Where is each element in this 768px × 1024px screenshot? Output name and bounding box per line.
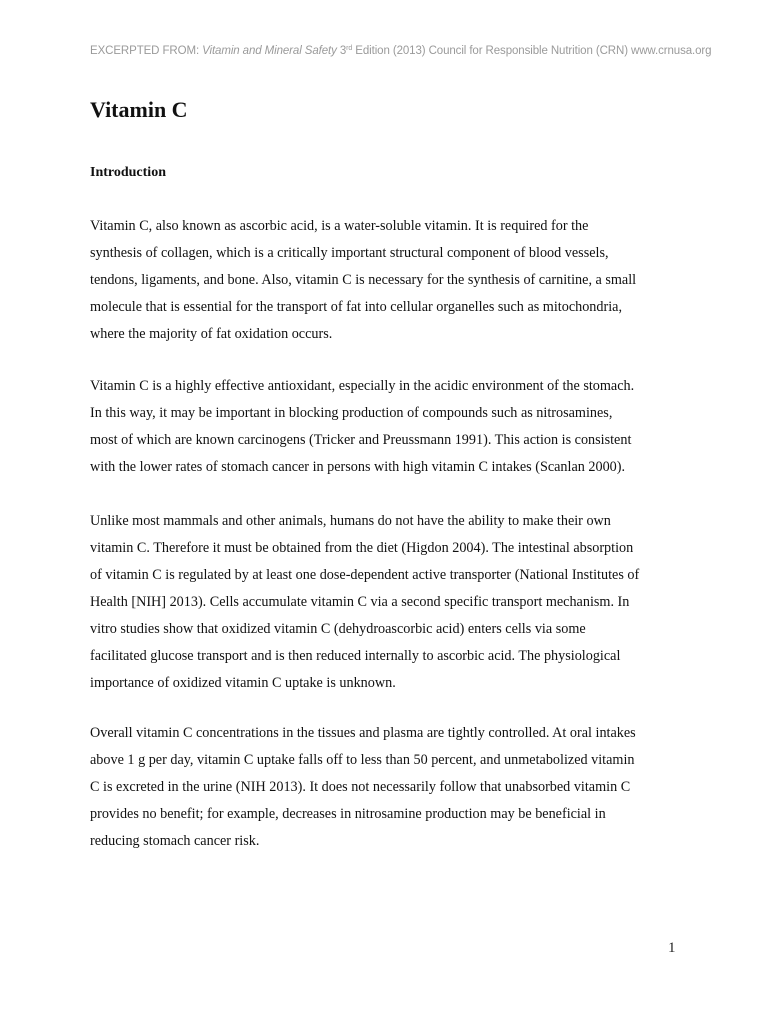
text-line: of vitamin C is regulated by at least one dose-dependent active transporter (National Institutes of — [90, 567, 640, 583]
text-line: vitro studies show that oxidized vitamin C (dehydroascorbic acid) enters cells via some — [90, 621, 586, 637]
text-line: Vitamin C, also known as ascorbic acid, is a water-soluble vitamin. It is required for the — [90, 218, 589, 234]
paragraph-3 — [90, 508, 690, 697]
page-title: Vitamin C — [90, 97, 188, 122]
text-line: where the majority of fat oxidation occurs. — [90, 326, 333, 342]
text-line: above 1 g per day, vitamin C uptake falls off to less than 50 percent, and unmetabolized vitamin — [90, 752, 635, 768]
text-line: Overall vitamin C concentrations in the tissues and plasma are tightly controlled. At oral intakes — [90, 725, 636, 741]
section-heading-introduction: Introduction — [90, 165, 166, 180]
text-line: Unlike most mammals and other animals, humans do not have the ability to make their own — [90, 513, 611, 529]
text-line: C is excreted in the urine (NIH 2013). It does not necessarily follow that unabsorbed vitamin C — [90, 779, 631, 795]
text-line: vitamin C. Therefore it must be obtained from the diet (Higdon 2004). The intestinal absorption — [90, 540, 634, 556]
excerpt-header — [90, 45, 710, 57]
header-edition-number: 3 — [336, 45, 347, 57]
header-suffix: Edition (2013) Council for Responsible Nutrition (CRN) www.crnusa.org — [352, 45, 712, 57]
text-line: reducing stomach cancer risk. — [90, 833, 260, 849]
text-line: with the lower rates of stomach cancer in persons with high vitamin C intakes (Scanlan 2000). — [90, 459, 626, 475]
header-prefix: EXCERPTED FROM: — [90, 45, 203, 57]
text-line: molecule that is essential for the transport of fat into cellular organelles such as mitochondria, — [90, 299, 623, 315]
header-edition-superscript: rd — [346, 45, 353, 52]
text-line: tendons, ligaments, and bone. Also, vitamin C is necessary for the synthesis of carnitine, a small — [90, 272, 637, 288]
text-line: Health [NIH] 2013). Cells accumulate vitamin C via a second specific transport mechanism. In — [90, 594, 630, 610]
text-line: provides no benefit; for example, decreases in nitrosamine production may be beneficial in — [90, 806, 606, 822]
text-line: most of which are known carcinogens (Tricker and Preussmann 1991). This action is consistent — [90, 432, 632, 448]
text-line: facilitated glucose transport and is then reduced internally to ascorbic acid. The physiological — [90, 648, 621, 664]
text-line: In this way, it may be important in blocking production of compounds such as nitrosamines, — [90, 405, 613, 421]
paragraph-4 — [90, 720, 690, 855]
header-book-title: Vitamin and Mineral Safety — [202, 45, 337, 57]
text-line: importance of oxidized vitamin C uptake is unknown. — [90, 675, 396, 691]
text-line: Vitamin C is a highly effective antioxidant, especially in the acidic environment of the stomach. — [90, 378, 635, 394]
paragraph-2 — [90, 373, 690, 481]
text-line: synthesis of collagen, which is a critically important structural component of blood vessels, — [90, 245, 609, 261]
page-number: 1 — [668, 940, 676, 956]
paragraph-1 — [90, 213, 690, 348]
